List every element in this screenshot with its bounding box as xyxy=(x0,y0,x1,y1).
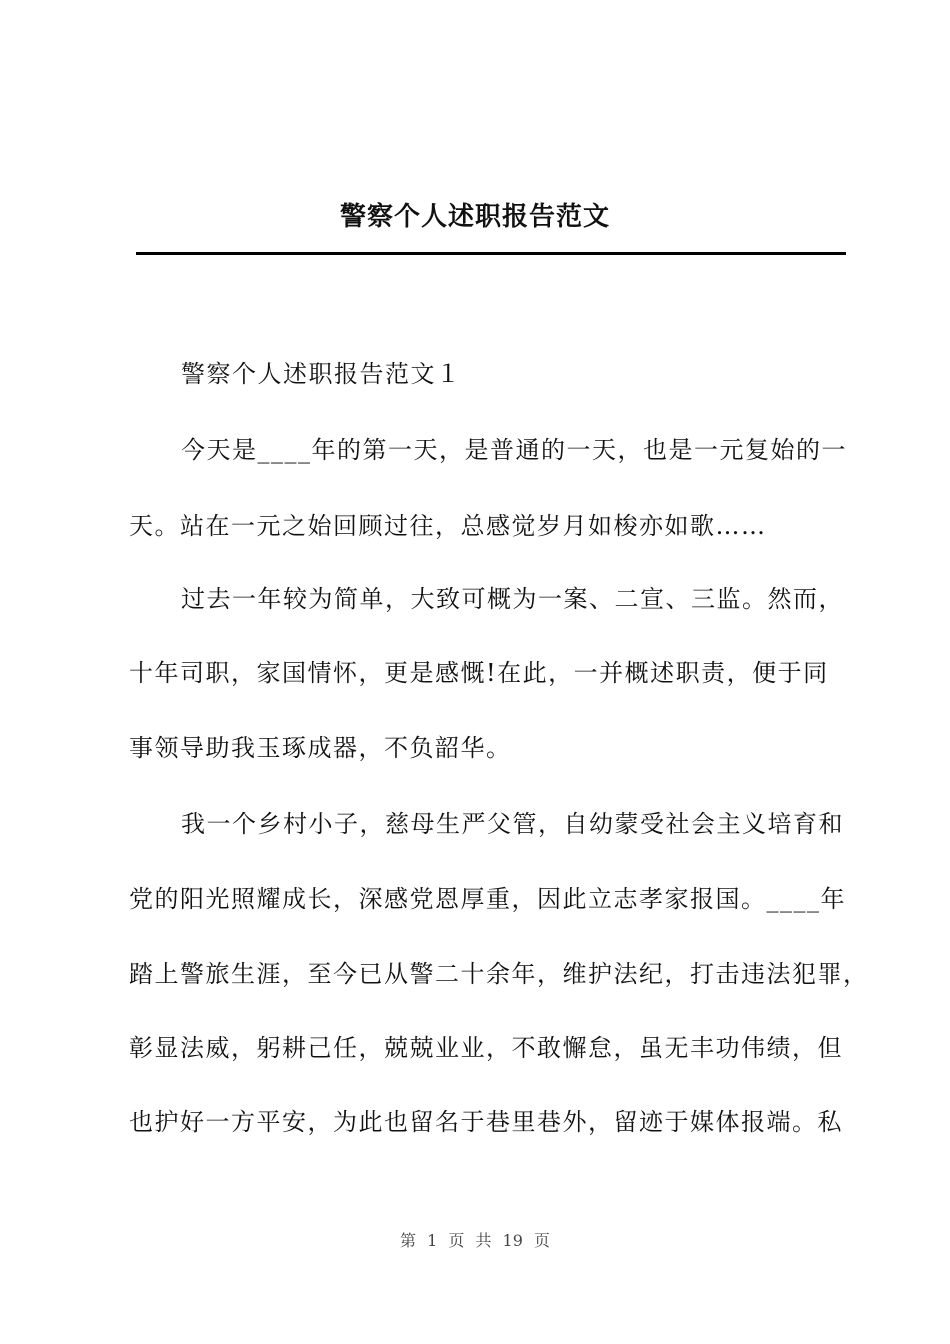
body-line: 事领导助我玉琢成器，不负韶华。 xyxy=(129,734,512,762)
document-title: 警察个人述职报告范文 xyxy=(339,202,610,232)
body-line: 彰显法威，躬耕己任，兢兢业业，不敢懈怠，虽无丰功伟绩，但 xyxy=(129,1034,843,1062)
body-line: 也护好一方平安，为此也留名于巷里巷外，留迹于媒体报端。私 xyxy=(129,1108,843,1136)
body-line: 过去一年较为简单，大致可概为一案、二宣、三监。然而， xyxy=(181,585,844,613)
section-heading: 警察个人述职报告范文１ xyxy=(181,360,462,388)
body-line: 天。站在一元之始回顾过往，总感觉岁月如梭亦如歌…… xyxy=(129,512,767,540)
body-line: 十年司职，家国情怀，更是感慨!在此，一并概述职责，便于同 xyxy=(129,659,829,687)
body-line: 党的阳光照耀成长，深感党恩厚重，因此立志孝家报国。____年 xyxy=(129,885,846,913)
title-underline xyxy=(136,252,846,255)
body-line: 踏上警旅生涯，至今已从警二十余年，维护法纪，打击违法犯罪， xyxy=(129,960,869,988)
body-line: 我一个乡村小子，慈母生严父管，自幼蒙受社会主义培育和 xyxy=(181,810,844,838)
body-line: 今天是____年的第一天，是普通的一天，也是一元复始的一 xyxy=(181,436,847,464)
page-number-footer: 第 1 页 共 19 页 xyxy=(400,1231,550,1250)
